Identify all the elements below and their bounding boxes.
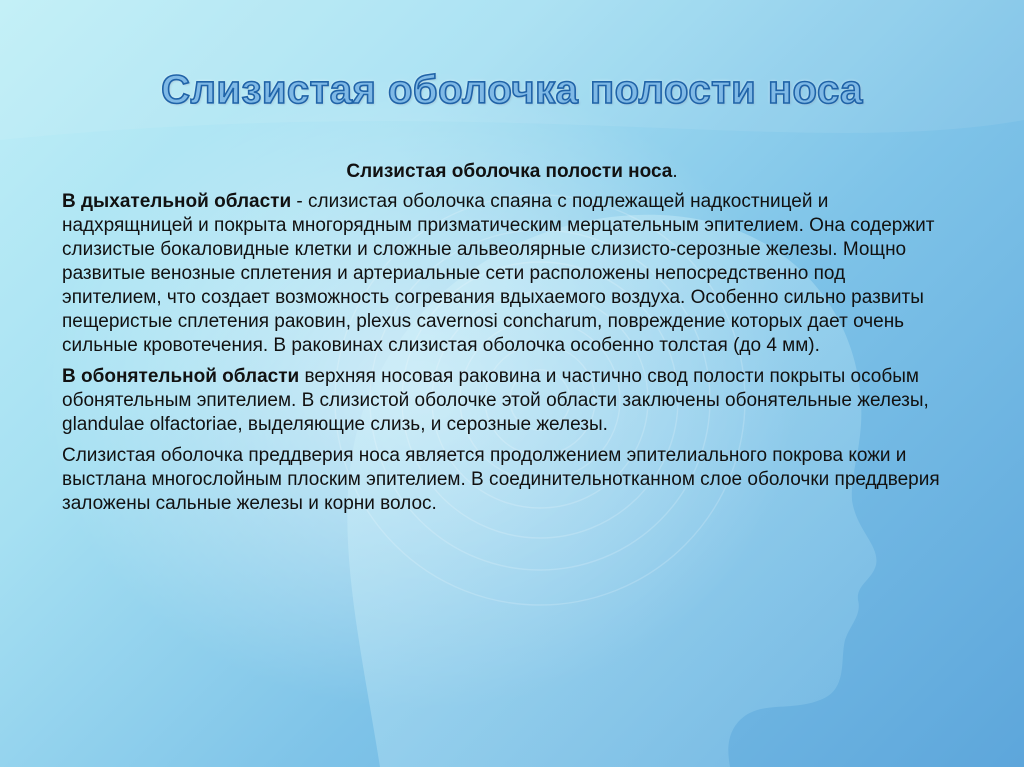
paragraph-respiratory-heading: В дыхательной области [62,191,292,212]
slide-title: Слизистая оболочка полости носа [161,68,863,112]
paragraph-respiratory [62,190,962,358]
paragraph-olfactory [62,365,962,437]
paragraph-vestibule-text: Слизистая оболочка преддверия носа является продолжением эпителиального покрова кожи и выстлана многослойным плоским эпителием. В соединительнотканном слое оболочки преддверия заложены сальные железы и корни волос. [62,445,940,514]
paragraph-olfactory-heading: В обонятельной области [62,366,300,387]
content-subtitle [62,160,962,184]
paragraph-vestibule [62,444,962,516]
paragraph-respiratory-text: - слизистая оболочка спаяна с подлежащей надкостницей и надхрящницей и покрыта многорядным призматическим мерцательным эпителием. Она содержит слизистые бокаловидные клетки и сложные альвеолярные слизисто-серозные железы. Мощно развитые венозные сплетения и артериальные сети расположены непосредственно под эпителием, что создает возможность согревания вдыхаемого воздуха. Особенно сильно развиты пещеристые сплетения раковин, plexus cavernosi concharum, повреждение которых дает очень сильные кровотечения. В раковинах слизистая оболочка особенно толстая (до 4 мм). [62,191,935,356]
paragraph-olfactory-text: верхняя носовая раковина и частично свод полости покрыты особым обонятельным эпителием. В слизистой оболочке этой области заключены обонятельные железы, glandulae olfactoriae, выделяющие слизь, и серозные железы. [62,366,929,435]
subtitle-text: Слизистая оболочка полости носа [346,161,673,182]
content-area [62,160,962,523]
subtitle-period: . [672,161,678,182]
